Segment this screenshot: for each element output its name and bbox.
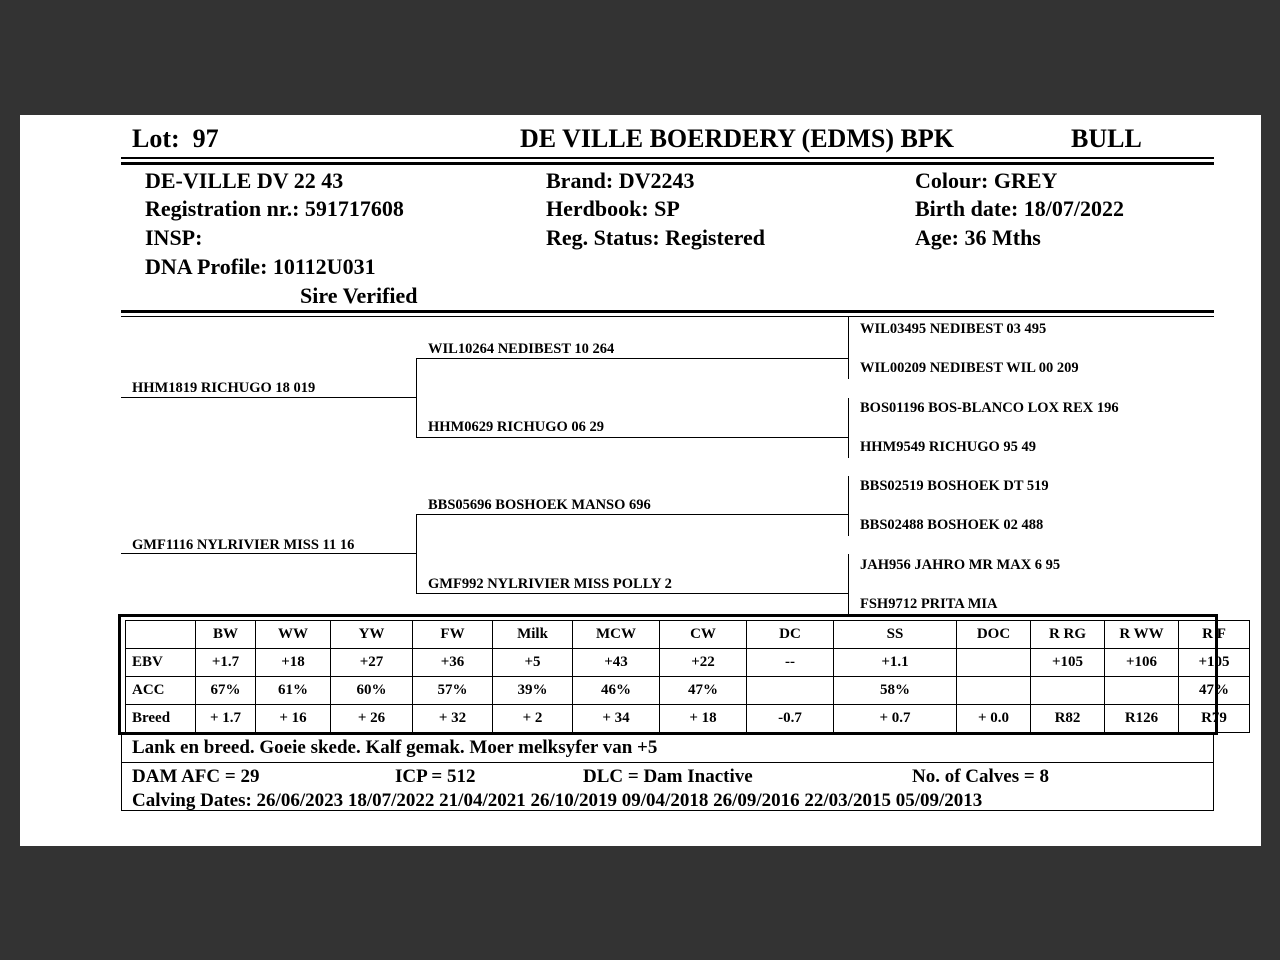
breed-cell: + 32 — [413, 705, 493, 733]
ebv-header-cell: CW — [660, 621, 747, 649]
breed-cell: -0.7 — [747, 705, 834, 733]
pedigree-line — [121, 397, 416, 398]
lot-number: 97 — [192, 124, 219, 153]
herdbook: Herdbook: SP — [546, 196, 680, 221]
info-rule-thick — [121, 310, 1214, 313]
ebv-cell: +36 — [413, 649, 493, 677]
pedigree-dam-sire: BBS05696 BOSHOEK MANSO 696 — [428, 497, 651, 513]
breed-cell: + 0.7 — [834, 705, 957, 733]
acc-cell: 39% — [493, 677, 573, 705]
ebv-header-cell: R F — [1179, 621, 1250, 649]
acc-cell: 58% — [834, 677, 957, 705]
pedigree-sire: HHM1819 RICHUGO 18 019 — [132, 380, 316, 396]
breed-cell: R126 — [1105, 705, 1179, 733]
pedigree-line — [416, 437, 848, 438]
ebv-cell: +5 — [493, 649, 573, 677]
ebv-cell: -- — [747, 649, 834, 677]
ebv-row-label: EBV — [126, 649, 196, 677]
acc-cell: 47% — [1179, 677, 1250, 705]
inspection-comment: Lank en breed. Goeie skede. Kalf gemak. Moer melksyfer van +5 — [132, 737, 658, 758]
pedigree-ggp: BOS01196 BOS-BLANCO LOX REX 196 — [860, 400, 1119, 416]
ebv-header-cell: MCW — [573, 621, 660, 649]
ebv-cell: +22 — [660, 649, 747, 677]
breed-cell: R82 — [1031, 705, 1105, 733]
ebv-header-cell: SS — [834, 621, 957, 649]
ebv-header-cell: FW — [413, 621, 493, 649]
ebv-cell: +27 — [331, 649, 413, 677]
pedigree-bracket — [848, 398, 849, 458]
registration-number: Registration nr.: 591717608 — [145, 196, 404, 221]
pedigree-ggp: BBS02519 BOSHOEK DT 519 — [860, 478, 1049, 494]
breed-cell: + 34 — [573, 705, 660, 733]
ebv-cell: +105 — [1179, 649, 1250, 677]
info-rule — [121, 316, 1214, 317]
pedigree-bracket — [848, 554, 849, 614]
ebv-header-cell: DOC — [957, 621, 1031, 649]
pedigree-line — [416, 593, 848, 594]
dna-profile: DNA Profile: 10112U031 — [145, 254, 376, 279]
sire-verified: Sire Verified — [300, 283, 418, 308]
breed-cell: + 1.7 — [196, 705, 256, 733]
pedigree-sire-dam: HHM0629 RICHUGO 06 29 — [428, 419, 605, 435]
ebv-header-cell — [126, 621, 196, 649]
ebv-cell: +43 — [573, 649, 660, 677]
ebv-cell: +1.1 — [834, 649, 957, 677]
brand: Brand: DV2243 — [546, 168, 695, 193]
breed-cell: + 2 — [493, 705, 573, 733]
dlc: DLC = Dam Inactive — [583, 766, 753, 787]
ebv-cell: +18 — [256, 649, 331, 677]
ebv-cell: +105 — [1031, 649, 1105, 677]
ebv-table — [125, 620, 1250, 733]
pedigree-bracket — [416, 514, 417, 593]
breed-cell: + 16 — [256, 705, 331, 733]
acc-cell: 57% — [413, 677, 493, 705]
seller-name: DE VILLE BOERDERY (EDMS) BPK — [520, 124, 954, 153]
ebv-header-cell: Milk — [493, 621, 573, 649]
pedigree-bracket — [848, 317, 849, 379]
colour: Colour: GREY — [915, 168, 1058, 193]
acc-cell — [1105, 677, 1179, 705]
breed-cell: + 0.0 — [957, 705, 1031, 733]
insp-label: INSP: — [145, 225, 203, 250]
header-rule-thick — [121, 162, 1214, 165]
ebv-header-cell: WW — [256, 621, 331, 649]
pedigree-line — [416, 514, 848, 515]
ebv-header-cell: R RG — [1031, 621, 1105, 649]
dam-afc: DAM AFC = 29 — [132, 766, 260, 787]
acc-row-label: ACC — [126, 677, 196, 705]
calves-count: No. of Calves = 8 — [912, 766, 1049, 787]
pedigree-bracket — [416, 358, 417, 437]
ebv-header-cell: DC — [747, 621, 834, 649]
ebv-header-cell: YW — [331, 621, 413, 649]
ebv-header-cell: BW — [196, 621, 256, 649]
acc-cell: 67% — [196, 677, 256, 705]
acc-cell: 47% — [660, 677, 747, 705]
pedigree-line — [416, 358, 848, 359]
pedigree-ggp: WIL00209 NEDIBEST WIL 00 209 — [860, 360, 1079, 376]
animal-name: DE-VILLE DV 22 43 — [145, 168, 344, 193]
acc-cell: 61% — [256, 677, 331, 705]
pedigree-dam: GMF1116 NYLRIVIER MISS 11 16 — [132, 537, 355, 553]
ebv-cell — [957, 649, 1031, 677]
pedigree-bracket — [848, 476, 849, 536]
notes-divider — [121, 762, 1214, 763]
pedigree-ggp: FSH9712 PRITA MIA — [860, 596, 998, 612]
breed-row — [126, 705, 1250, 733]
birth-date: Birth date: 18/07/2022 — [915, 196, 1124, 221]
reg-status: Reg. Status: Registered — [546, 225, 765, 250]
breed-cell: + 26 — [331, 705, 413, 733]
pedigree-ggp: WIL03495 NEDIBEST 03 495 — [860, 321, 1047, 337]
ebv-cell: +106 — [1105, 649, 1179, 677]
icp: ICP = 512 — [395, 766, 476, 787]
sex-label: BULL — [1071, 124, 1142, 153]
ebv-row — [126, 649, 1250, 677]
breed-row-label: Breed — [126, 705, 196, 733]
ebv-header-row — [126, 621, 1250, 649]
acc-cell — [957, 677, 1031, 705]
breed-cell: + 18 — [660, 705, 747, 733]
acc-cell: 60% — [331, 677, 413, 705]
acc-cell: 46% — [573, 677, 660, 705]
ebv-cell: +1.7 — [196, 649, 256, 677]
calving-dates: Calving Dates: 26/06/2023 18/07/2022 21/04/2021 26/10/2019 09/04/2018 26/09/2016 22/03/2015 05/09/2013 — [132, 790, 983, 811]
pedigree-dam-dam: GMF992 NYLRIVIER MISS POLLY 2 — [428, 576, 672, 592]
acc-row — [126, 677, 1250, 705]
header-rule — [121, 157, 1214, 159]
ebv-header-cell: R WW — [1105, 621, 1179, 649]
pedigree-sire-sire: WIL10264 NEDIBEST 10 264 — [428, 341, 615, 357]
pedigree-ggp: BBS02488 BOSHOEK 02 488 — [860, 517, 1044, 533]
acc-cell — [1031, 677, 1105, 705]
pedigree-line — [121, 553, 416, 554]
pedigree-ggp: JAH956 JAHRO MR MAX 6 95 — [860, 557, 1061, 573]
pedigree-ggp: HHM9549 RICHUGO 95 49 — [860, 439, 1037, 455]
breed-cell: R79 — [1179, 705, 1250, 733]
age: Age: 36 Mths — [915, 225, 1041, 250]
lot-label: Lot: 97 — [132, 124, 219, 153]
acc-cell — [747, 677, 834, 705]
